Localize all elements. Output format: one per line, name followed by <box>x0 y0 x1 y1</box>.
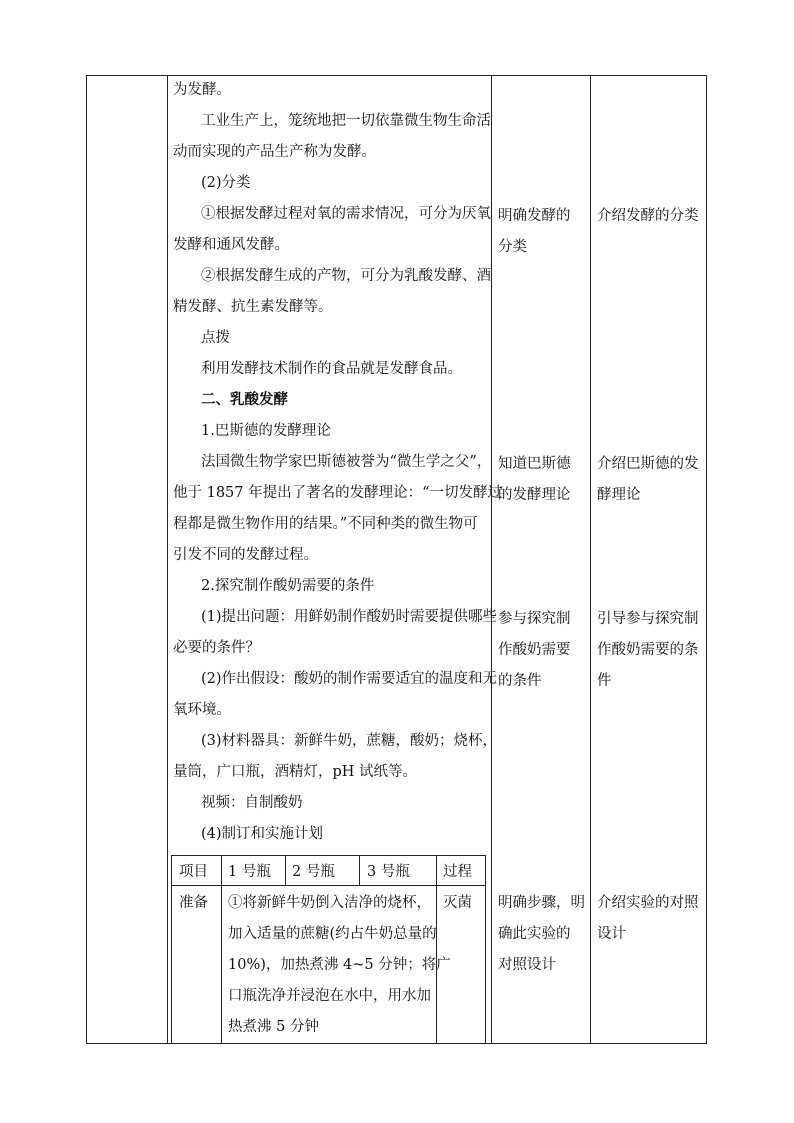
teacher-activity-line: 作酸奶需要的条 <box>597 642 699 658</box>
column-divider <box>167 75 168 1044</box>
column-divider <box>285 855 286 885</box>
video-label: 视频：自制酸奶 <box>201 795 303 811</box>
subheading: (4)制订和实施计划 <box>201 826 324 842</box>
student-activity-line: 知道巴斯德 <box>498 456 571 472</box>
paragraph: 量筒，广口瓶，酒精灯，pH 试纸等。 <box>173 764 418 780</box>
experiment-table <box>171 855 486 1044</box>
student-activity-line: 明确步骤，明 <box>498 895 585 911</box>
column-divider <box>436 855 437 1044</box>
student-activity-line: 分类 <box>498 239 527 255</box>
student-activity-line: 作酸奶需要 <box>498 642 571 658</box>
section-heading: 二、乳酸发酵 <box>201 391 288 408</box>
table-cell: 灭菌 <box>443 895 472 911</box>
table-cell-line: 口瓶洗净并浸泡在水中，用水加 <box>228 988 431 1004</box>
table-header-cell: 项目 <box>179 864 208 880</box>
table-cell-line: 10%)，加热煮沸 4~5 分钟；将广 <box>228 957 451 973</box>
tip-label: 点拨 <box>201 330 230 346</box>
paragraph: (1)提出问题：用鲜奶制作酸奶时需要提供哪些 <box>201 609 498 625</box>
subheading: (2)分类 <box>201 175 251 191</box>
paragraph: 引发不同的发酵过程。 <box>173 547 318 563</box>
paragraph: 发酵和通风发酵。 <box>173 237 289 253</box>
row-divider <box>171 885 486 886</box>
paragraph: (3)材料器具：新鲜牛奶，蔗糖，酸奶；烧杯， <box>201 733 498 749</box>
teacher-activity-line: 介绍实验的对照 <box>597 895 699 911</box>
paragraph: 法国微生物学家巴斯德被誉为“微生学之父”， <box>201 454 492 470</box>
paragraph: (2)作出假设：酸奶的制作需要适宜的温度和无 <box>201 671 498 687</box>
table-header-cell: 3 号瓶 <box>367 864 410 880</box>
paragraph: 他于 1857 年提出了著名的发酵理论：“一切发酵过 <box>173 485 503 501</box>
teacher-activity-line: 酵理论 <box>597 487 641 503</box>
student-activity-line: 参与探究制 <box>498 611 571 627</box>
student-activity-line: 确此实验的 <box>498 926 571 942</box>
teacher-activity-line: 引导参与探究制 <box>597 611 699 627</box>
table-cell-line: 热煮沸 5 分钟 <box>228 1019 319 1035</box>
paragraph: 为发酵。 <box>173 82 231 98</box>
teacher-activity-line: 件 <box>597 673 612 689</box>
subheading: 1.巴斯德的发酵理论 <box>201 423 331 439</box>
paragraph: 利用发酵技术制作的食品就是发酵食品。 <box>201 361 462 377</box>
table-header-cell: 1 号瓶 <box>228 864 271 880</box>
student-activity-line: 明确发酵的 <box>498 208 571 224</box>
student-activity-line: 的条件 <box>498 673 542 689</box>
table-header-cell: 过程 <box>443 864 472 880</box>
column-divider <box>491 75 492 1044</box>
paragraph: 程都是微生物作用的结果。”不同种类的微生物可 <box>173 516 478 532</box>
column-divider <box>359 855 360 885</box>
table-row-label: 准备 <box>179 895 208 911</box>
column-divider <box>221 855 222 1044</box>
paragraph: 氧环境。 <box>173 702 231 718</box>
paragraph: 必要的条件？ <box>173 640 260 656</box>
paragraph: 精发酵、抗生素发酵等。 <box>173 299 333 315</box>
subheading: 2.探究制作酸奶需要的条件 <box>201 578 375 594</box>
column-divider <box>590 75 591 1044</box>
teacher-activity-line: 设计 <box>597 926 626 942</box>
teacher-activity-line: 介绍巴斯德的发 <box>597 456 699 472</box>
table-cell-line: 加入适量的蔗糖(约占牛奶总量的 <box>228 926 437 942</box>
student-activity-line: 的发酵理论 <box>498 487 571 503</box>
paragraph: ②根据发酵生成的产物，可分为乳酸发酵、酒 <box>201 268 491 284</box>
teacher-activity-line: 介绍发酵的分类 <box>597 208 699 224</box>
paragraph: 动而实现的产品生产称为发酵。 <box>173 144 376 160</box>
student-activity-line: 对照设计 <box>498 957 556 973</box>
table-cell-line: ①将新鲜牛奶倒入洁净的烧杯， <box>228 895 431 911</box>
paragraph: 工业生产上，笼统地把一切依靠微生物生命活 <box>201 113 491 129</box>
paragraph: ①根据发酵过程对氧的需求情况，可分为厌氧 <box>201 206 491 222</box>
table-header-cell: 2 号瓶 <box>292 864 335 880</box>
